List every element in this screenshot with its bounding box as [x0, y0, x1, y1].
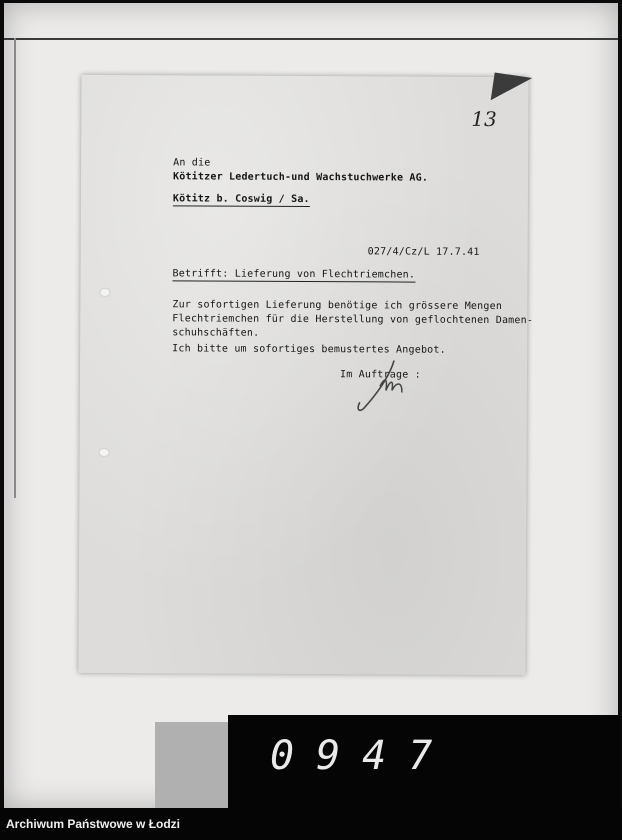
- document-page: [78, 75, 534, 675]
- recipient-line-3: Kötitz b. Coswig / Sa.: [172, 193, 310, 206]
- recipient-line-1: An die: [173, 157, 211, 169]
- archive-label: Archiwum Państwowe w Łodzi: [6, 817, 181, 831]
- frame-top-rule: [4, 38, 618, 40]
- body-line-4: Ich bitte um sofortiges bemustertes Angebot.: [172, 343, 446, 356]
- reference-date: 027/4/Cz/L 17.7.41: [367, 246, 480, 258]
- recipient-line-2: Kötitzer Ledertuch-und Wachstuchwerke AG.: [173, 171, 429, 184]
- punch-hole-bottom: [100, 449, 109, 456]
- closing-line: Im Auftrage :: [339, 369, 421, 381]
- frame-left-rule: [14, 38, 16, 498]
- frame-counter-panel: [228, 715, 620, 808]
- subject-line: Betrifft: Lieferung von Flechtriemchen.: [172, 268, 416, 281]
- body-line-2: Flechtriemchen für die Herstellung von geflochtenen Damen-: [172, 313, 534, 327]
- body-line-1: Zur sofortigen Lieferung benötige ich grössere Mengen: [172, 299, 503, 313]
- folio-number: 13: [471, 106, 497, 132]
- handwritten-signature: [350, 356, 420, 416]
- folded-corner: [491, 72, 533, 105]
- counter-shadow: [155, 722, 230, 808]
- frame-counter: 0947: [270, 733, 455, 779]
- punch-hole-top: [100, 289, 109, 296]
- body-line-3: schuhschäften.: [172, 327, 260, 339]
- archive-footer: [0, 808, 622, 840]
